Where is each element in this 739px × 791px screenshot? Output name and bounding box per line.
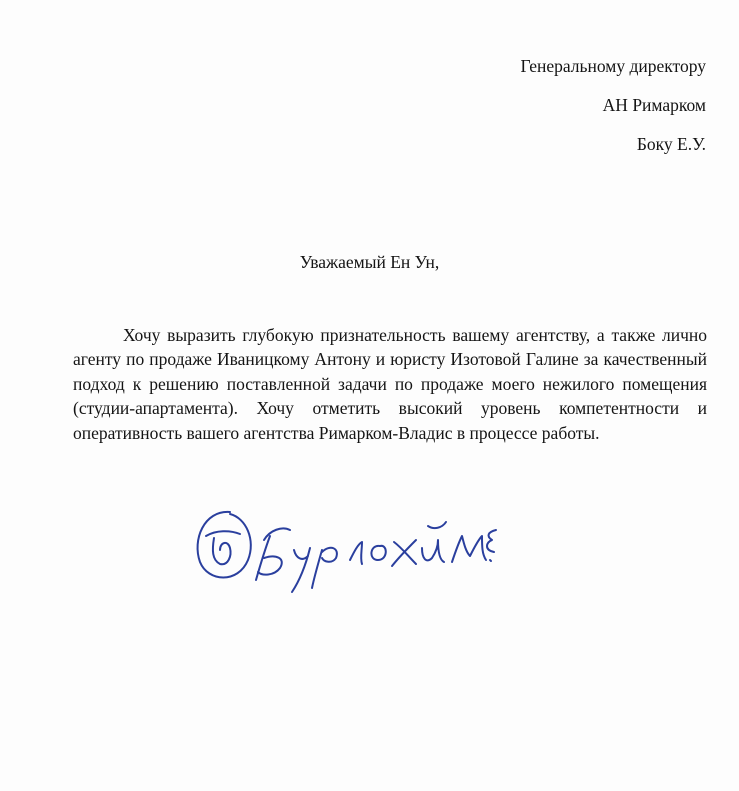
addressee-name: Боку Е.У.	[636, 134, 706, 154]
addressee-company: АН Римарком	[602, 95, 706, 115]
letter-body: Хочу выразить глубокую признательность вашему агентству, а также лично агенту по продаже Иваницкому Антону и юристу Изотовой Галине за качественный подход к решению поставленной задачи по продаже моего нежилого помещения (студии-апартамента). Хочу отметить высокий уровень компетентности и оперативность вашего агентства Римарком-Владис в процессе работы.	[73, 325, 707, 443]
addressee-title: Генеральному директору	[520, 56, 706, 76]
salutation: Уважаемый Ен Ун,	[299, 252, 440, 272]
handwritten-signature	[190, 500, 500, 595]
